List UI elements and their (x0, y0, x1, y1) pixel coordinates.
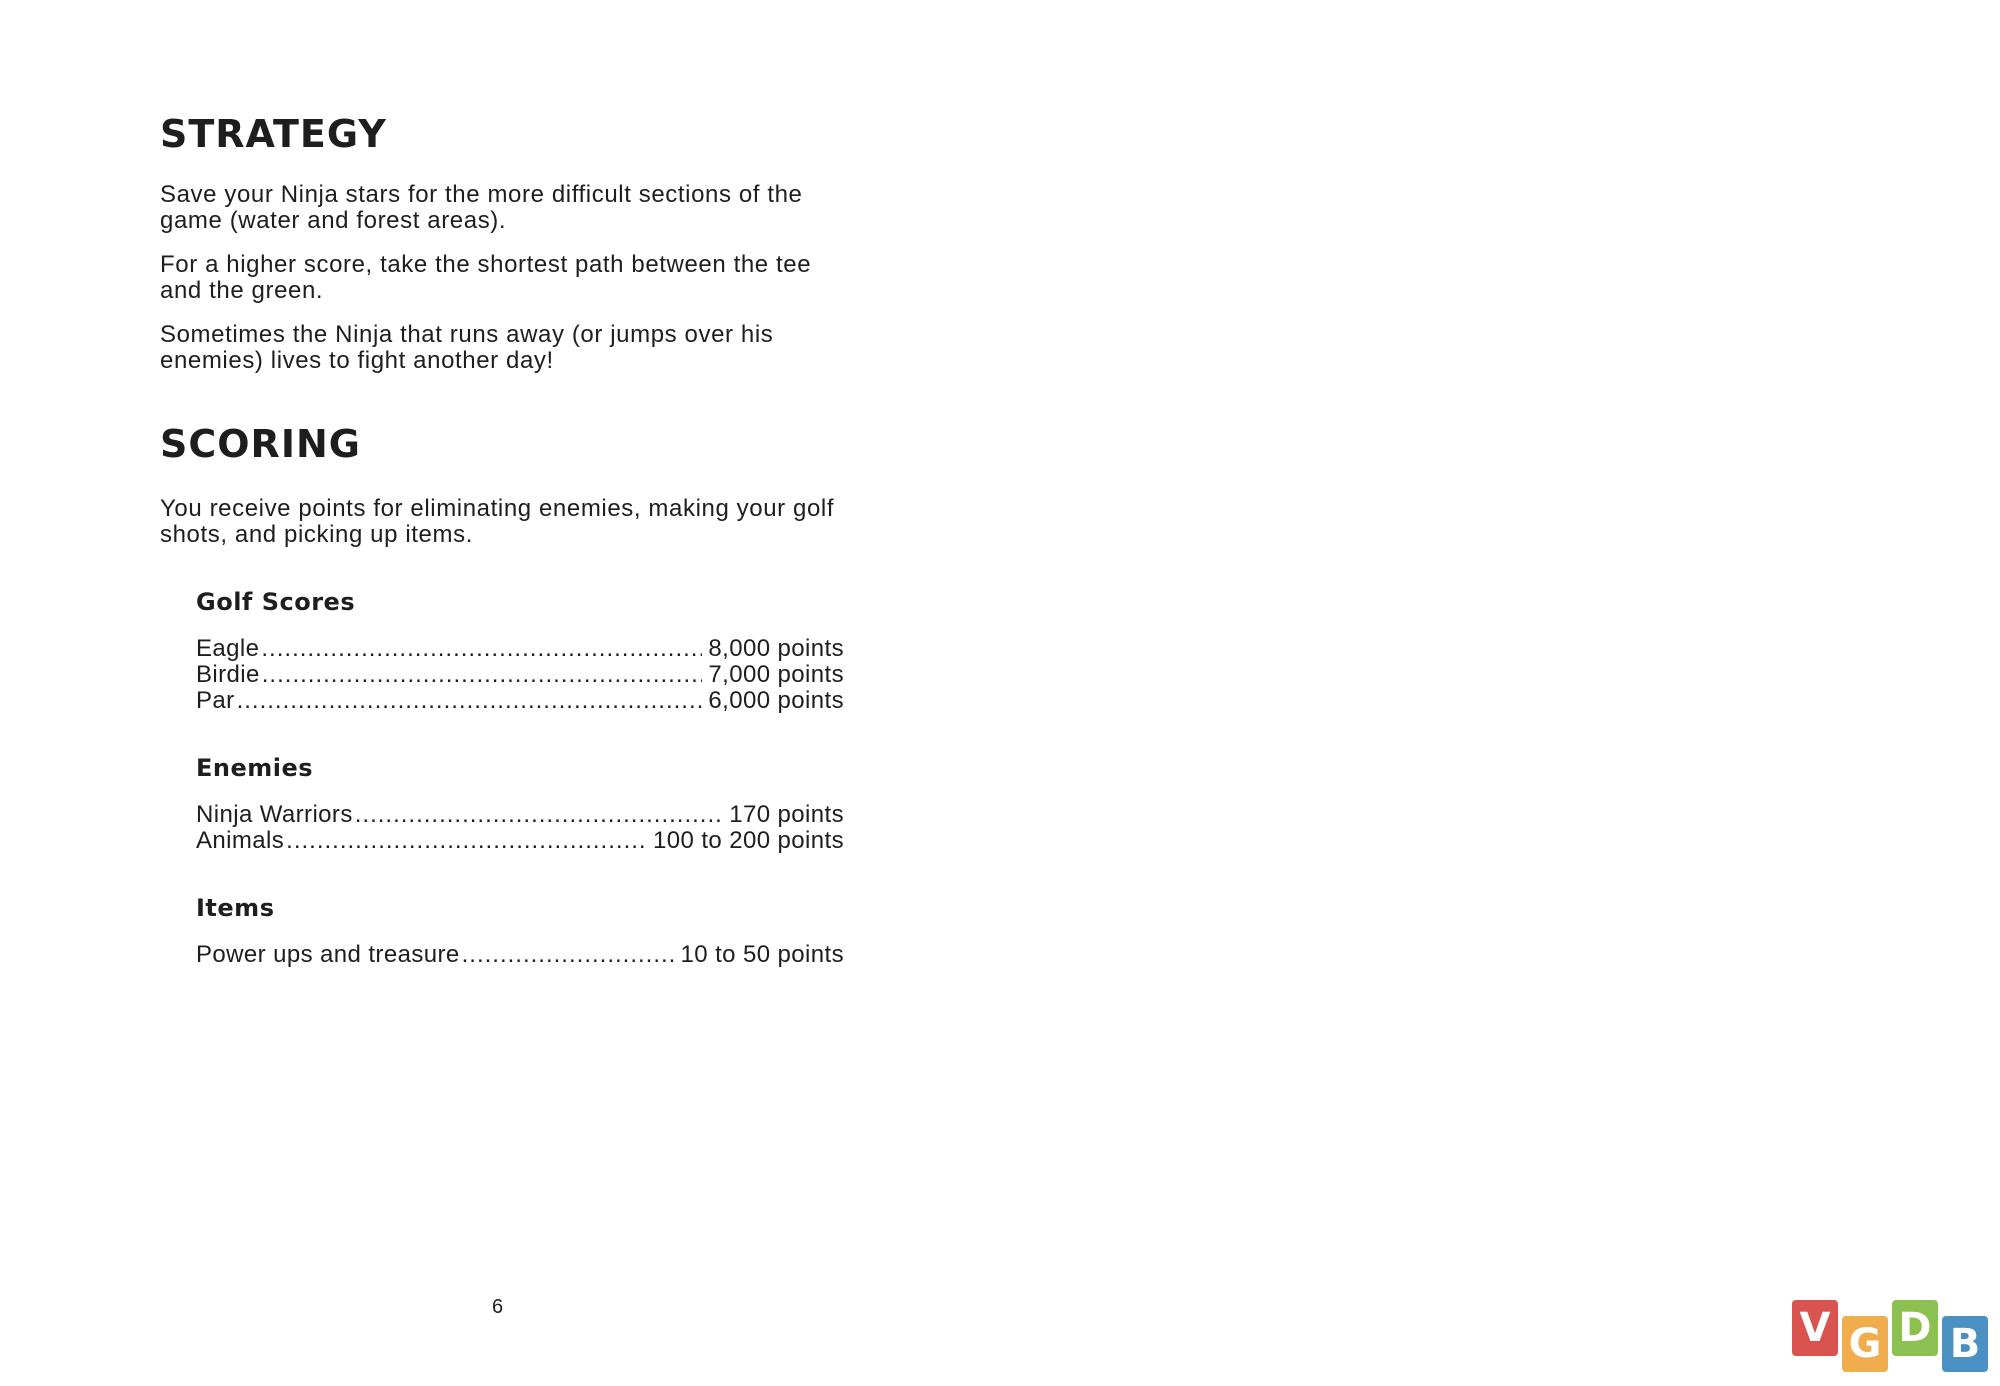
dot-leader (462, 942, 675, 968)
items-section (196, 894, 844, 968)
score-value: 170 points (729, 801, 844, 828)
scoring-intro: You receive points for eliminating enemies, making your golf shots, and picking up items. (160, 495, 835, 548)
score-label: Ninja Warriors (196, 801, 353, 828)
text-column (160, 108, 860, 968)
score-value: 6,000 points (708, 687, 844, 714)
score-row-power-ups (196, 942, 844, 968)
logo-tile-g: G (1842, 1316, 1888, 1372)
strategy-paragraph-1: Save your Ninja stars for the more difficult sections of the game (water and forest areas). (160, 181, 803, 234)
logo-tile-d: D (1892, 1300, 1938, 1356)
score-value: 10 to 50 points (680, 941, 844, 968)
score-value: 100 to 200 points (653, 827, 844, 854)
vgdb-logo (1792, 1298, 1992, 1378)
golf-scores-section (196, 588, 844, 714)
page-number: 6 (492, 1296, 504, 1318)
score-row-ninja-warriors (196, 802, 844, 828)
score-row-animals (196, 828, 844, 854)
enemies-list (196, 802, 844, 854)
scoring-heading: SCORING (160, 422, 361, 466)
score-label: Birdie (196, 661, 260, 688)
enemies-section (196, 754, 844, 854)
strategy-paragraph-2: For a higher score, take the shortest path between the tee and the green. (160, 251, 812, 304)
strategy-paragraph-3: Sometimes the Ninja that runs away (or jumps over his enemies) lives to fight another day! (160, 321, 774, 374)
dot-leader (261, 636, 702, 662)
items-heading: Items (196, 894, 275, 922)
items-list (196, 942, 844, 968)
enemies-heading: Enemies (196, 754, 314, 782)
golf-scores-heading: Golf Scores (196, 588, 356, 616)
logo-tile-v: V (1792, 1300, 1838, 1356)
score-value: 7,000 points (708, 661, 844, 688)
strategy-heading: STRATEGY (160, 112, 387, 156)
score-row-birdie (196, 662, 844, 688)
dot-leader (355, 802, 724, 828)
golf-scores-list (196, 636, 844, 714)
logo-tile-b: B (1942, 1316, 1988, 1372)
dot-leader (237, 688, 703, 714)
score-row-eagle (196, 636, 844, 662)
score-label: Eagle (196, 635, 260, 662)
score-label: Par (196, 687, 235, 714)
score-row-par (196, 688, 844, 714)
dot-leader (286, 828, 647, 854)
dot-leader (262, 662, 703, 688)
score-label: Animals (196, 827, 285, 854)
score-label: Power ups and treasure (196, 941, 460, 968)
score-value: 8,000 points (708, 635, 844, 662)
